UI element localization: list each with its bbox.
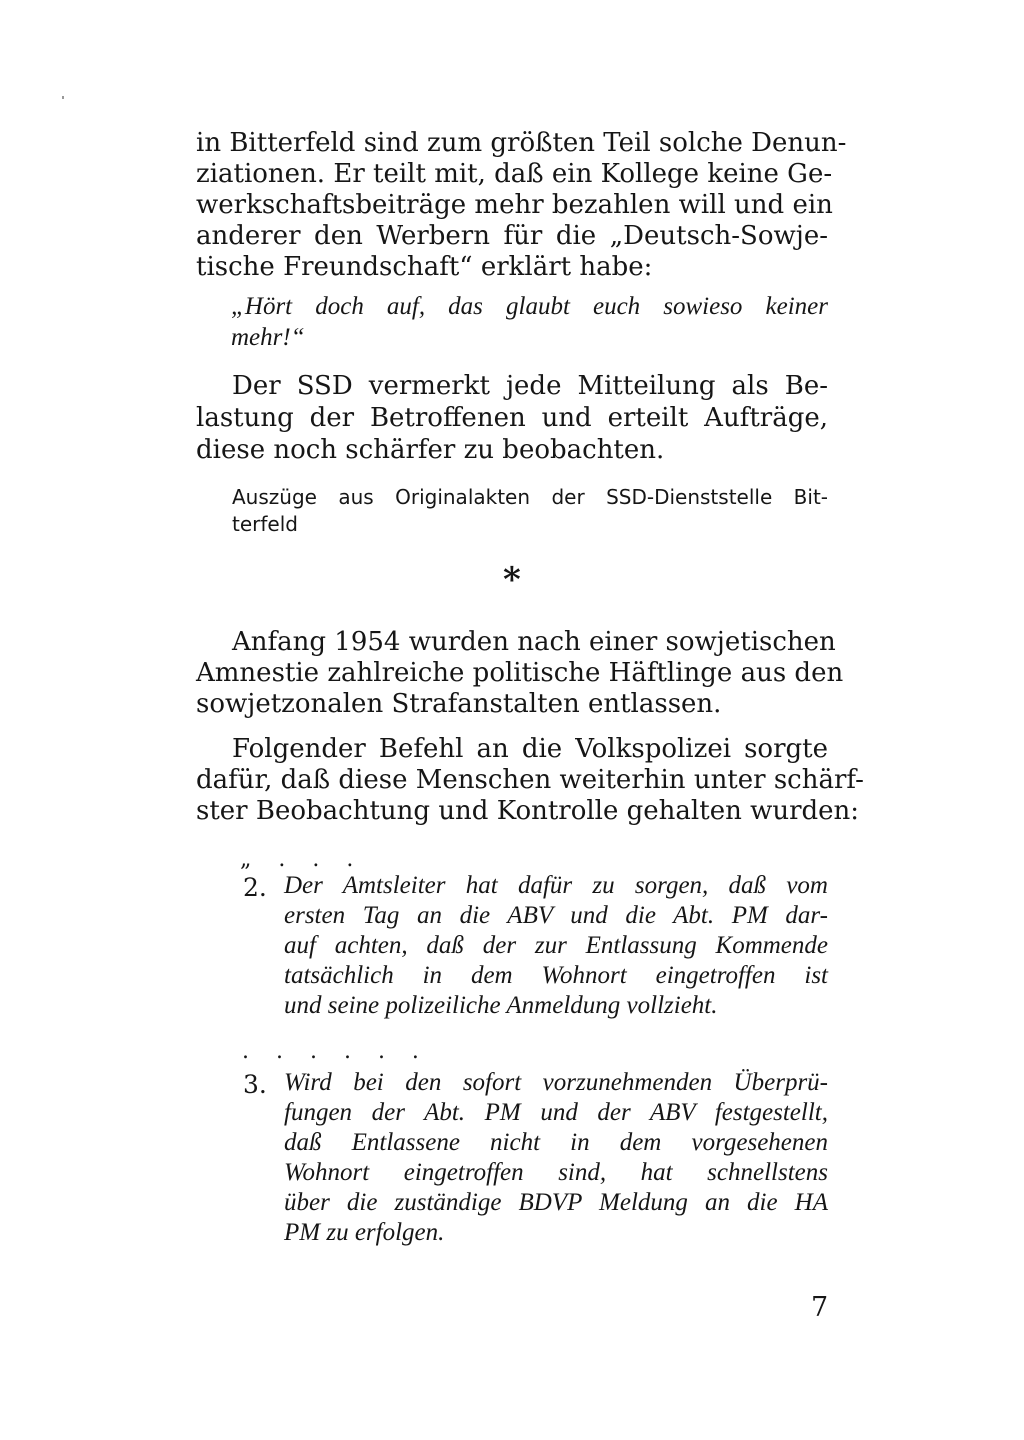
quote-line: „Hört doch auf, das glaubt euch sowieso keiner (231, 293, 828, 320)
text-line: lastung der Betroffenen und erteilt Aufträge, (196, 403, 828, 433)
text-line: werkschaftsbeiträge mehr bezahlen will und ein (196, 190, 833, 220)
item-number: 3. (243, 1070, 267, 1099)
quote-line: Wird bei den sofort vorzunehmenden Überprü- (284, 1069, 828, 1096)
quote-line: Wohnort eingetroffen sind, hat schnellstens (284, 1159, 828, 1186)
quote-line: daß Entlassene nicht in dem vorgesehenen (284, 1129, 828, 1156)
page-number: 7 (811, 1292, 829, 1323)
quote-line: auf achten, daß der zur Entlassung Kommende (284, 932, 828, 959)
text-line: ster Beobachtung und Kontrolle gehalten wurden: (196, 796, 860, 826)
quote-line: über die zuständige BDVP Meldung an die HA (284, 1189, 828, 1216)
section-separator: * (503, 560, 521, 600)
source-line: terfeld (232, 512, 298, 536)
quote-line: ersten Tag an die ABV und die Abt. PM dar- (284, 902, 828, 929)
quote-line: Der Amtsleiter hat dafür zu sorgen, daß vom (284, 872, 828, 899)
text-line: sowjetzonalen Strafanstalten entlassen. (196, 689, 722, 719)
source-line: Auszüge aus Originalakten der SSD-Dienststelle Bit- (232, 485, 828, 509)
text-line: diese noch schärfer zu beobachten. (196, 435, 665, 465)
text-line: Der SSD vermerkt jede Mitteilung als Be- (232, 371, 828, 401)
page-speck (62, 96, 64, 99)
text-line: Amnestie zahlreiche politische Häftlinge aus den (196, 658, 844, 688)
text-line: dafür, daß diese Menschen weiterhin unter schärf- (196, 765, 864, 795)
quote-line: mehr!“ (231, 324, 305, 351)
quote-line: PM zu erfolgen. (284, 1219, 445, 1246)
quote-line: tatsächlich in dem Wohnort eingetroffen ist (284, 962, 828, 989)
text-line: tische Freundschaft“ erklärt habe: (196, 252, 653, 282)
text-line: in Bitterfeld sind zum größten Teil solche Denun- (196, 128, 847, 158)
quote-line: fungen der Abt. PM und der ABV festgestellt, (284, 1099, 828, 1126)
text-line: anderer den Werbern für die „Deutsch-Sowje- (196, 221, 828, 251)
text-line: ziationen. Er teilt mit, daß ein Kollege keine Ge- (196, 159, 833, 189)
text-line: Folgender Befehl an die Volkspolizei sorgte (232, 734, 828, 764)
text-line: Anfang 1954 wurden nach einer sowjetischen (232, 627, 836, 657)
ellipsis-middle: . . . . . . (242, 1039, 429, 1064)
ellipsis-opening: „ . . . (240, 847, 364, 872)
quote-line: und seine polizeiliche Anmeldung vollzieht. (284, 992, 718, 1019)
item-number: 2. (243, 873, 267, 902)
